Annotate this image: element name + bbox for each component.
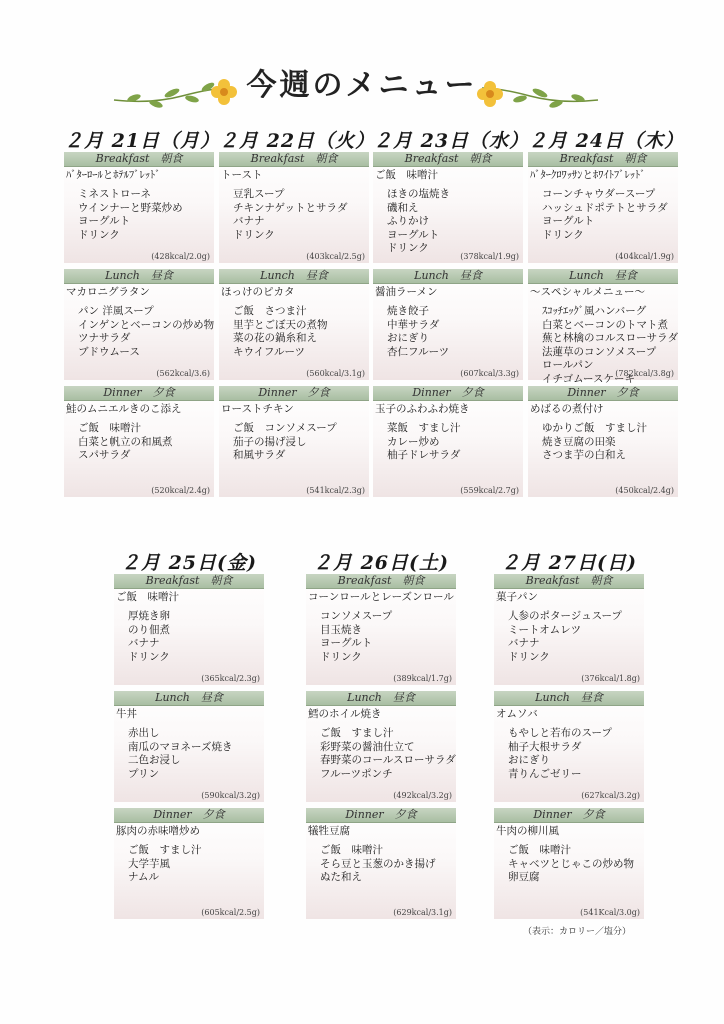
menu-item: ご飯 味噌汁 — [508, 844, 571, 856]
lunch-calories: (782kcal/3.8g) — [615, 369, 674, 378]
dinner-section — [528, 386, 678, 497]
menu-item: ブドウムース — [78, 345, 140, 358]
lunch-main-dish: マカロニグラタン — [66, 286, 150, 298]
menu-item: 豆乳スープ — [233, 188, 285, 200]
menu-item: パン 洋風スープ — [78, 305, 154, 317]
menu-item: 和風サラダ — [233, 449, 286, 461]
breakfast-header: Breakfast 朝食 — [494, 574, 644, 589]
menu-item: バナナ — [508, 637, 540, 649]
menu-item: ウインナーと野菜炒め — [78, 201, 183, 214]
menu-item: 里芋とごぼ天の煮物 — [233, 318, 328, 331]
day-date: ２月 22日（火） — [219, 130, 376, 152]
lunch-items — [306, 727, 456, 781]
breakfast-calories: (403kcal/2.5g) — [306, 252, 365, 261]
breakfast-items — [306, 610, 456, 664]
breakfast-items — [64, 188, 214, 242]
breakfast-header: Breakfast 朝食 — [114, 574, 264, 589]
dinner-section — [219, 386, 369, 497]
breakfast-section — [306, 574, 456, 685]
lunch-header: Lunch 昼食 — [373, 269, 523, 284]
dinner-main-dish: めばるの煮付け — [530, 403, 604, 415]
menu-item: 焼き豆腐の田楽 — [542, 435, 616, 448]
breakfast-calories: (376kcal/1.8g) — [581, 674, 640, 683]
dinner-main-dish: 鮭のムニエルきのこ添え — [66, 403, 182, 415]
dinner-calories: (450kcal/2.4g) — [615, 486, 674, 495]
lunch-section — [373, 269, 523, 380]
menu-item: ドリンク — [508, 650, 550, 663]
breakfast-calories: (378kcal/1.9g) — [460, 252, 519, 261]
day-column — [306, 552, 456, 925]
menu-item: ドリンク — [387, 242, 429, 254]
title-area — [0, 52, 724, 112]
breakfast-section — [64, 152, 214, 263]
menu-item: キャベツとじゃこの炒め物 — [508, 857, 634, 870]
lunch-section — [528, 269, 679, 385]
lunch-section — [494, 691, 644, 802]
menu-item: 彩野菜の醤油仕立て — [320, 740, 415, 753]
dinner-items — [306, 844, 456, 885]
menu-item: ご飯 さつま汁 — [233, 305, 307, 317]
dinner-calories: (541Kcal/3.0g) — [580, 908, 640, 917]
menu-item: ヨーグルト — [320, 637, 373, 649]
day-date: ２月 24日（木） — [528, 130, 685, 152]
menu-item: チキンナゲットとサラダ — [233, 201, 348, 214]
breakfast-section — [373, 152, 523, 263]
menu-item: コンソメスープ — [320, 610, 393, 622]
dinner-items — [494, 844, 644, 885]
day-column — [219, 130, 376, 503]
menu-item: 二色お浸し — [128, 754, 181, 766]
menu-item: ドリンク — [320, 650, 362, 663]
day-date: ２月 25日(金) — [120, 552, 258, 574]
lunch-calories: (492kcal/3.2g) — [393, 791, 452, 800]
menu-item: ヨーグルト — [78, 215, 131, 227]
menu-item: ドリンク — [78, 228, 120, 241]
menu-item: のり佃煮 — [128, 623, 170, 636]
menu-item: スパサラダ — [78, 449, 131, 461]
dinner-items — [528, 422, 678, 463]
breakfast-main-dish: 菓子パン — [496, 591, 538, 603]
menu-item: 目玉焼き — [320, 623, 362, 636]
lunch-items — [114, 727, 264, 781]
menu-item: 人参のポタージュスープ — [508, 610, 623, 622]
menu-item: ふりかけ — [387, 215, 429, 227]
menu-item: ゆかりご飯 すまし汁 — [542, 422, 647, 434]
menu-item: 白菜とベーコンのトマト煮 — [542, 318, 668, 331]
dinner-header: Dinner 夕食 — [373, 386, 523, 401]
dinner-header: Dinner 夕食 — [219, 386, 369, 401]
menu-item: ご飯 コンソメスープ — [233, 422, 337, 434]
menu-item: 菜の花の鍋糸和え — [233, 332, 317, 344]
dinner-header: Dinner 夕食 — [306, 808, 456, 823]
menu-item: インゲンとベーコンの炒め物 — [78, 318, 215, 331]
lunch-calories: (562kcal/3.6) — [156, 369, 210, 378]
menu-item: おにぎり — [387, 332, 429, 344]
menu-item: さつま芋の白和え — [542, 449, 626, 461]
dinner-section — [114, 808, 264, 919]
lunch-section — [219, 269, 369, 380]
lunch-calories: (560kcal/3.1g) — [306, 369, 365, 378]
dinner-items — [114, 844, 264, 885]
lunch-main-dish: 鱈のホイル焼き — [308, 708, 382, 720]
breakfast-items — [219, 188, 369, 242]
lunch-main-dish: オムソバ — [496, 708, 538, 720]
menu-item: ツナサラダ — [78, 332, 131, 344]
menu-item: ご飯 すまし汁 — [320, 727, 394, 739]
menu-item: バナナ — [233, 215, 265, 227]
menu-item: カレー炒め — [387, 435, 440, 448]
dinner-calories: (520kcal/2.4g) — [151, 486, 210, 495]
menu-item: 菜飯 すまし汁 — [387, 422, 461, 434]
dinner-main-dish: 犠牲豆腐 — [308, 825, 350, 837]
legend-note: （表示：カロリー／塩分） — [523, 927, 632, 937]
lunch-items — [64, 305, 214, 359]
menu-item: 法蓮草のコンソメスープ — [542, 345, 657, 358]
menu-item: ロールパン — [542, 359, 594, 371]
breakfast-main-dish: ﾊﾞﾀｰﾛｰﾙとﾎﾃﾙﾌﾞﾚｯﾄﾞ — [66, 169, 161, 181]
lunch-items — [373, 305, 523, 359]
lunch-main-dish: 醤油ラーメン — [375, 286, 438, 298]
menu-item: 南瓜のマヨネーズ焼き — [128, 740, 233, 753]
menu-item: プリン — [128, 767, 160, 780]
day-column — [494, 552, 644, 925]
day-column — [64, 130, 221, 503]
lunch-calories: (627kcal/3.2g) — [581, 791, 640, 800]
day-date: ２月 27日(日) — [500, 552, 638, 574]
breakfast-section — [494, 574, 644, 685]
lunch-items — [494, 727, 644, 781]
lunch-section — [306, 691, 456, 802]
lunch-section — [114, 691, 264, 802]
dinner-header: Dinner 夕食 — [528, 386, 678, 401]
menu-item: ご飯 味噌汁 — [320, 844, 383, 856]
lunch-header: Lunch 昼食 — [528, 269, 678, 284]
breakfast-items — [494, 610, 644, 664]
dinner-calories: (541kcal/2.3g) — [306, 486, 365, 495]
breakfast-header: Breakfast 朝食 — [373, 152, 523, 167]
dinner-items — [64, 422, 214, 463]
menu-item: 柚子ドレサラダ — [387, 449, 461, 461]
breakfast-header: Breakfast 朝食 — [219, 152, 369, 167]
lunch-header: Lunch 昼食 — [64, 269, 214, 284]
lunch-calories: (590kcal/3.2g) — [201, 791, 260, 800]
dinner-main-dish: ローストチキン — [221, 403, 294, 415]
dinner-header: Dinner 夕食 — [494, 808, 644, 823]
menu-item: 大学芋風 — [128, 857, 170, 870]
breakfast-main-dish: ﾊﾞﾀｰｸﾛﾜｯｻﾝとﾎﾜｲﾄﾌﾞﾚｯﾄﾞ — [530, 169, 646, 181]
breakfast-main-dish: ご飯 味噌汁 — [116, 591, 179, 603]
menu-item: 中華サラダ — [387, 318, 440, 331]
dinner-section — [494, 808, 644, 919]
dinner-items — [219, 422, 369, 463]
menu-item: ほきの塩焼き — [387, 188, 450, 200]
breakfast-section — [219, 152, 369, 263]
dinner-header: Dinner 夕食 — [114, 808, 264, 823]
menu-item: 赤出し — [128, 727, 160, 739]
menu-item: そら豆と玉葱のかき揚げ — [320, 857, 436, 870]
day-column — [114, 552, 264, 925]
menu-item: バナナ — [128, 637, 160, 649]
menu-item: 焼き餃子 — [387, 305, 429, 317]
menu-item: ミネストローネ — [78, 188, 151, 200]
breakfast-main-dish: トースト — [221, 169, 263, 181]
day-date: ２月 23日（水） — [373, 130, 530, 152]
menu-item: ミートオムレツ — [508, 623, 582, 636]
menu-item: ドリンク — [542, 228, 584, 241]
menu-item: 茄子の揚げ浸し — [233, 435, 307, 448]
dinner-main-dish: 玉子のふわふわ焼き — [375, 403, 470, 415]
breakfast-items — [114, 610, 264, 664]
menu-item: ヨーグルト — [542, 215, 595, 227]
menu-item: イチゴムースケーキ — [542, 372, 636, 385]
breakfast-calories: (404kcal/1.9g) — [615, 252, 674, 261]
menu-item: 白菜と帆立の和風煮 — [78, 435, 173, 448]
menu-item: もやしと若布のスープ — [508, 727, 612, 739]
dinner-section — [306, 808, 456, 919]
dinner-items — [373, 422, 523, 463]
menu-item: 青りんごゼリー — [508, 767, 582, 780]
day-date: ２月 26日(土) — [312, 552, 450, 574]
menu-item: ヨーグルト — [387, 228, 440, 241]
menu-item: 磯和え — [387, 201, 419, 214]
menu-item: ハッシュドポテトとサラダ — [542, 201, 668, 214]
breakfast-main-dish: ご飯 味噌汁 — [375, 169, 438, 181]
lunch-header: Lunch 昼食 — [306, 691, 456, 706]
breakfast-items — [528, 188, 678, 242]
breakfast-main-dish: コーンロールとレーズンロール — [308, 591, 454, 603]
breakfast-section — [528, 152, 678, 263]
menu-item: 蕪と林檎のコルスローサラダ — [542, 332, 679, 344]
lunch-calories: (607kcal/3.3g) — [460, 369, 519, 378]
day-column — [528, 130, 685, 503]
dinner-section — [373, 386, 523, 497]
lunch-section — [64, 269, 214, 380]
page-title: 今週のメニュー — [246, 68, 478, 103]
lunch-header: Lunch 昼食 — [494, 691, 644, 706]
dinner-main-dish: 豚肉の赤味噌炒め — [116, 825, 200, 837]
breakfast-calories: (365kcal/2.3g) — [201, 674, 260, 683]
lunch-header: Lunch 昼食 — [219, 269, 369, 284]
breakfast-header: Breakfast 朝食 — [64, 152, 214, 167]
menu-item: 厚焼き卵 — [128, 610, 170, 622]
flower-vine-right-icon — [470, 74, 600, 114]
dinner-main-dish: 牛肉の柳川風 — [496, 825, 559, 837]
menu-item: キウイフルーツ — [233, 345, 306, 358]
dinner-calories: (629kcal/3.1g) — [393, 908, 452, 917]
menu-item: ぬた和え — [320, 871, 362, 883]
day-column — [373, 130, 530, 503]
breakfast-calories: (389kcal/1.7g) — [393, 674, 452, 683]
lunch-header: Lunch 昼食 — [114, 691, 264, 706]
breakfast-header: Breakfast 朝食 — [306, 574, 456, 589]
breakfast-items — [373, 188, 523, 256]
menu-item: 杏仁フルーツ — [387, 345, 450, 358]
breakfast-section — [114, 574, 264, 685]
menu-item: ｽｺｯﾁｴｯｸﾞ風ハンバーグ — [542, 305, 647, 317]
menu-item: ご飯 味噌汁 — [78, 422, 141, 434]
menu-item: ドリンク — [233, 228, 275, 241]
lunch-main-dish: ほっけのピカタ — [221, 286, 295, 298]
menu-item: フルーツポンチ — [320, 767, 393, 780]
day-date: ２月 21日（月） — [64, 130, 221, 152]
dinner-calories: (605kcal/2.5g) — [201, 908, 260, 917]
menu-item: コーンチャウダースープ — [542, 188, 656, 200]
breakfast-header: Breakfast 朝食 — [528, 152, 678, 167]
menu-item: ご飯 すまし汁 — [128, 844, 202, 856]
menu-item: 卵豆腐 — [508, 871, 540, 883]
menu-item: ドリンク — [128, 650, 170, 663]
dinner-section — [64, 386, 214, 497]
dinner-header: Dinner 夕食 — [64, 386, 214, 401]
dinner-calories: (559kcal/2.7g) — [460, 486, 519, 495]
lunch-main-dish: 牛丼 — [116, 708, 137, 720]
menu-item: ナムル — [128, 871, 159, 883]
breakfast-calories: (428kcal/2.0g) — [151, 252, 210, 261]
menu-item: 春野菜のコールスローサラダ — [320, 754, 456, 766]
menu-item: おにぎり — [508, 754, 550, 766]
lunch-items — [219, 305, 369, 359]
menu-item: 柚子大根サラダ — [508, 740, 582, 753]
lunch-main-dish: ～スペシャルメニュー～ — [530, 286, 645, 298]
